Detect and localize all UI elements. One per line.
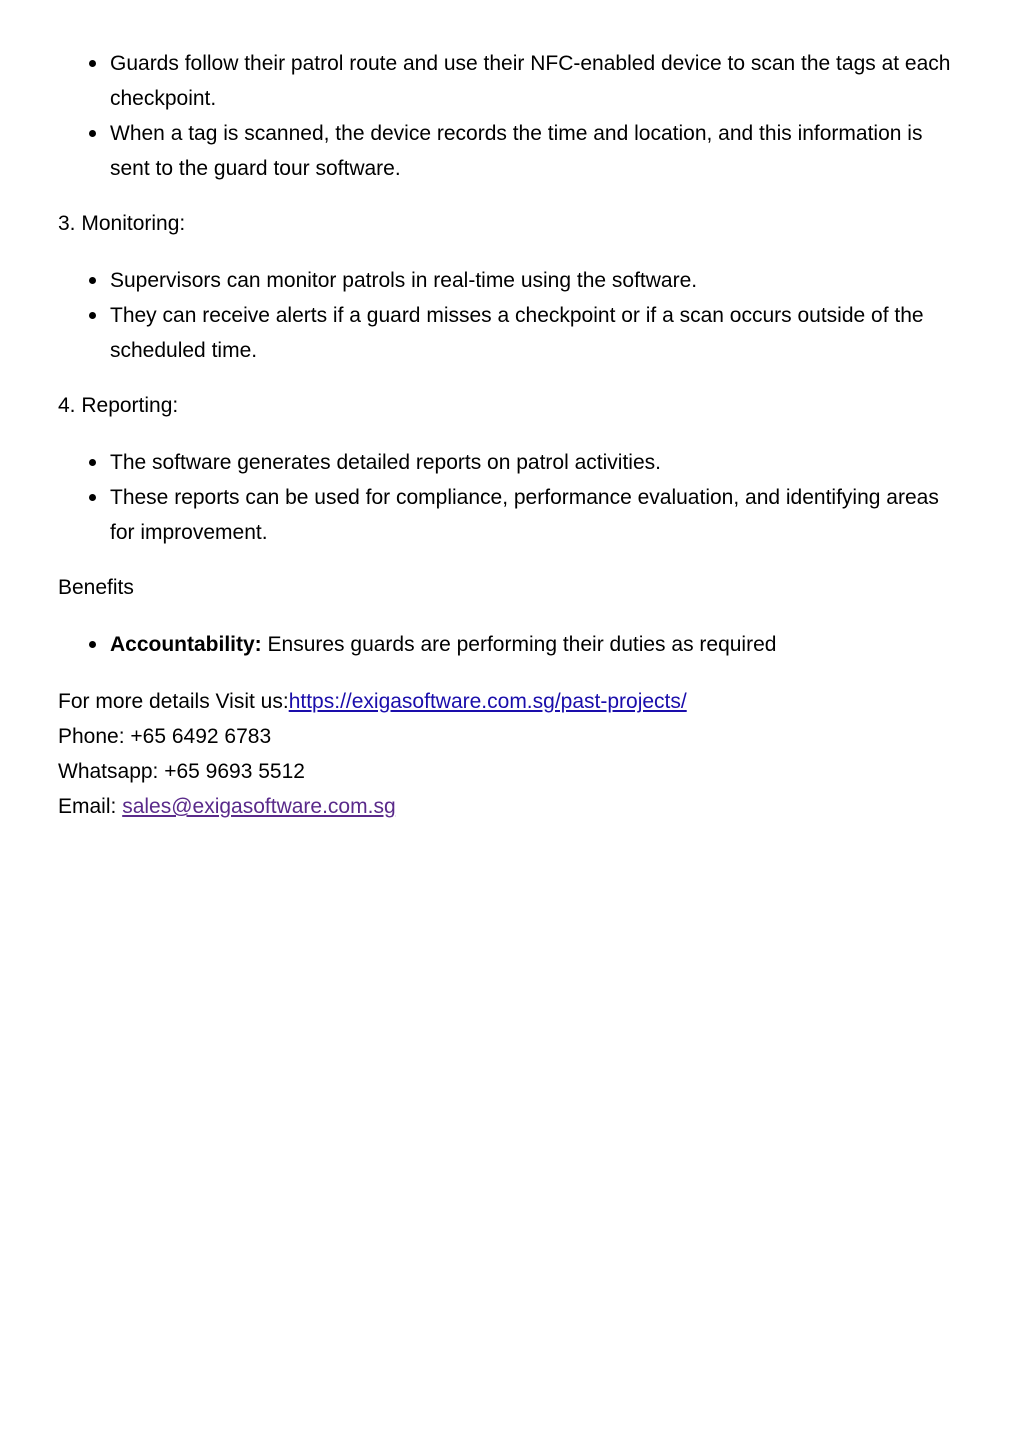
benefit-text: Ensures guards are performing their duties as required (261, 633, 777, 656)
list-item: They can receive alerts if a guard misses a checkpoint or if a scan occurs outside of the scheduled time. (58, 298, 958, 368)
list-item: When a tag is scanned, the device records the time and location, and this information is sent to the guard tour software. (58, 116, 958, 186)
visit-prefix: For more details Visit us: (58, 690, 289, 713)
phone-line: Phone: +65 6492 6783 (58, 725, 272, 748)
list-item: These reports can be used for compliance, performance evaluation, and identifying areas for improvement. (58, 480, 958, 550)
monitoring-bullet-list (58, 263, 958, 368)
contact-block (58, 684, 958, 824)
whatsapp-line: Whatsapp: +65 9693 5512 (58, 760, 305, 783)
email-link[interactable]: sales@exigasoftware.com.sg (122, 795, 396, 818)
reporting-heading: 4. Reporting: (58, 394, 179, 417)
email-line (58, 789, 958, 824)
visit-line (58, 684, 958, 719)
benefits-bullet-list (58, 627, 958, 662)
monitoring-heading: 3. Monitoring: (58, 212, 186, 235)
document-page (58, 46, 958, 824)
benefit-label: Accountability: (110, 633, 262, 656)
list-item: Guards follow their patrol route and use their NFC-enabled device to scan the tags at each checkpoint. (58, 46, 958, 116)
email-prefix: Email: (58, 795, 123, 818)
benefits-heading: Benefits (58, 576, 134, 599)
list-item: Supervisors can monitor patrols in real-time using the software. (58, 263, 958, 298)
list-item (58, 627, 958, 662)
past-projects-link[interactable]: https://exigasoftware.com.sg/past-projects/ (288, 690, 687, 713)
patrol-bullet-list (58, 46, 958, 186)
reporting-bullet-list (58, 445, 958, 550)
list-item: The software generates detailed reports on patrol activities. (58, 445, 958, 480)
